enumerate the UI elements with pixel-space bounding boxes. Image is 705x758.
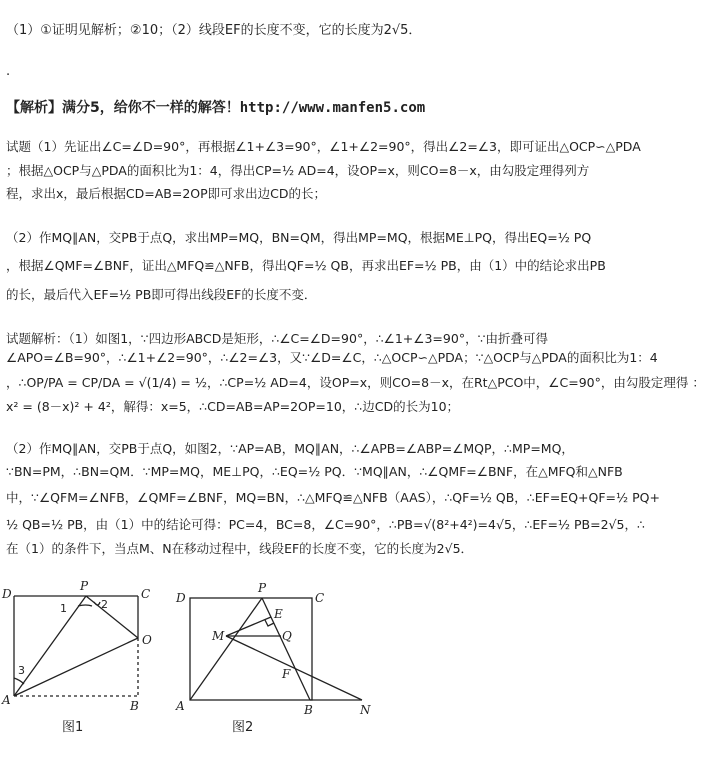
fig1-line-AO [14,638,138,696]
figure-1-caption: 图1 [62,720,84,735]
solution-line9: 在（1）的条件下，当点M、N在移动过程中，线段EF的长度不变，它的长度为2√5． [6,541,474,556]
hint-part1-line3: 程，求出x，最后根据CD=AB=2OP即可求出边CD的长； [6,186,327,201]
fig2-label-Q: Q [282,629,292,643]
fig2-line-PB [262,598,310,700]
fig1-label-C: C [141,587,151,601]
hint-part1-line2: ；根据△OCP与△PDA的面积比为1：4，得出CP=½ AD=4，设OP=x，则CO=8－x，由勾股定理得列方 [6,163,590,178]
fig1-label-D: D [2,587,12,601]
solution-line7: 中，∵∠QFM=∠NFB，∠QMF=∠BNF，MQ=BN，∴△MFQ≌△NFB（AAS），∴QF=½ QB，∴EF=EQ+QF=½ PQ+ [6,490,660,505]
fig1-label-B: B [130,699,139,713]
answer-line: （1）①证明见解析；②10；（2）线段EF的长度不变，它的长度为2√5． [6,23,422,38]
fig1-label-O: O [142,633,152,647]
solution-line8: ½ QB=½ PB，由（1）中的结论可得：PC=4，BC=8，∠C=90°，∴PB=√(8²+4²)=4√5，∴EF=½ PB=2√5，∴ [6,517,645,532]
figure-2-caption: 图2 [232,720,254,735]
fig1-angle-label-2: 2 [101,598,108,611]
fig2-label-F: F [282,667,291,681]
fig2-label-A: A [176,699,185,713]
fig1-line-AP [14,596,86,696]
solution-line2: ∠APO=∠B=90°，∴∠1+∠2=90°，∴∠2=∠3，又∵∠D=∠C，∴△OCP∽△PDA；∵△OCP与△PDA的面积比为1：4 [6,350,658,365]
fig2-label-D: D [176,591,186,605]
figure-2 [170,578,390,738]
fig1-angle-arc-3 [14,678,24,684]
solution-line3: ，∴OP/PA = CP/DA = √(1/4) = ½，∴CP=½ AD=4，设OP=x，则CO=8－x，在Rt△PCO中，∠C=90°，由勾股定理得 ： [6,375,705,390]
answer-dot: . [6,64,11,79]
hint-part2-line2: ，根据∠QMF=∠BNF，证出△MFQ≌△NFB，得出QF=½ QB，再求出EF=½ PB，由（1）中的结论求出PB [6,258,606,273]
solution-line1: 试题解析：（1）如图1，∵四边形ABCD是矩形，∴∠C=∠D=90°，∴∠1+∠3=90°，∵由折叠可得 [6,331,549,346]
fig2-label-E: E [274,607,283,621]
hint-part2-line3: 的长，最后代入EF=½ PB即可得出线段EF的长度不变． [6,287,317,302]
fig2-label-C: C [315,591,325,605]
fig2-label-P: P [258,581,267,595]
fig1-angle-label-1: 1 [60,602,67,615]
fig2-label-N: N [360,703,371,717]
fig1-angle-arc-2 [94,602,100,605]
fig1-label-P: P [80,579,89,593]
fig2-line-AP [190,598,262,700]
hint-part1-line1: 试题（1）先证出∠C=∠D=90°，再根据∠1+∠3=90°，∠1+∠2=90°，得出∠2=∠3，即可证出△OCP∽△PDA [6,139,641,154]
solution-line6: ∵BN=PM，∴BN=QM．∵MP=MQ，ME⊥PQ，∴EQ=½ PQ．∵MQ∥AN，∴∠QMF=∠BNF，在△MFQ和△NFB [6,464,623,479]
fig1-angle-label-3: 3 [18,664,25,677]
fig2-label-M: M [212,629,225,643]
fig1-angle-arc-1 [78,605,92,606]
analysis-bracket: 【解析】满分5，给你不一样的解答！ [6,100,240,116]
fig2-label-B: B [304,703,313,717]
hint-part2-line1: （2）作MQ∥AN，交PB于点Q，求出MP=MQ，BN=QM，得出MP=MQ，根据ME⊥PQ，得出EQ=½ PQ [6,230,592,245]
fig1-label-A: A [2,693,11,707]
fig2-line-MN [226,636,362,700]
analysis-url[interactable]: http://www.manfen5.com [239,100,426,116]
solution-line5: （2）作MQ∥AN，交PB于点Q，如图2，∵AP=AB，MQ∥AN，∴∠APB=∠ABP=∠MQP，∴MP=MQ， [6,441,574,456]
figure-1 [0,578,160,738]
solution-line4: x² = (8－x)² + 4²，解得：x=5，∴CD=AB=AP=2OP=10，∴边CD的长为10； [6,399,460,414]
fig2-line-ME [226,617,271,636]
analysis-header [6,100,425,116]
